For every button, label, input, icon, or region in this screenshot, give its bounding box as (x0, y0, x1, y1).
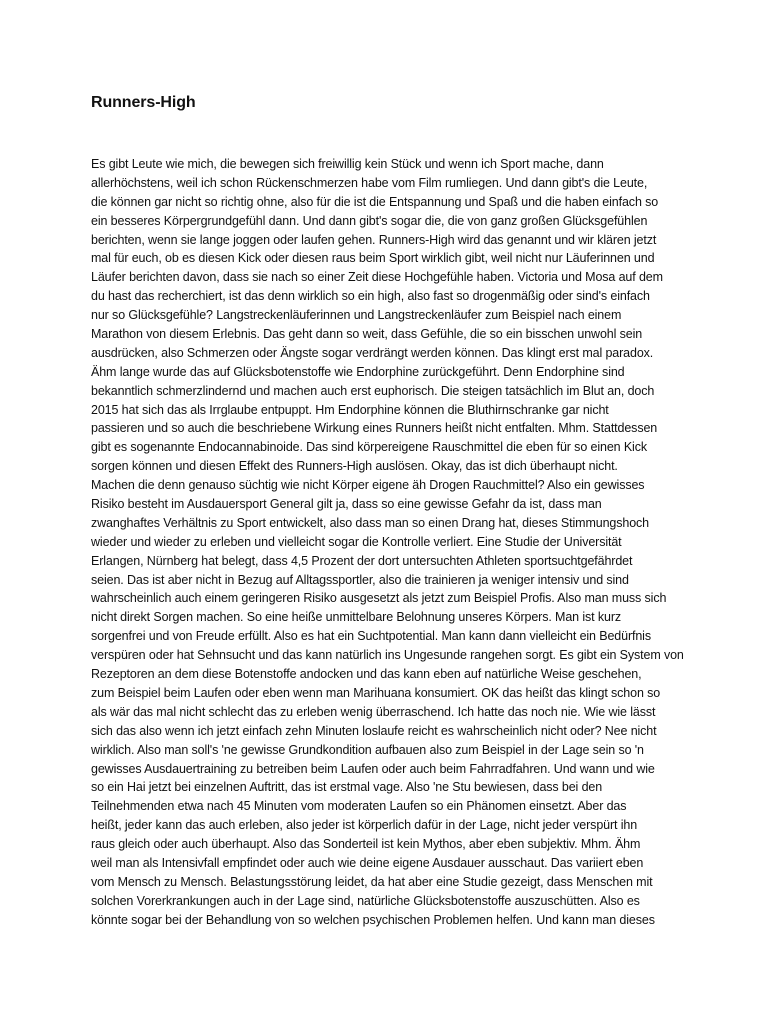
text-line: ausdrücken, also Schmerzen oder Ängste sogar verdrängt werden können. Das klingt erst mal paradox. (91, 345, 654, 360)
text-line: allerhöchstens, weil ich schon Rückenschmerzen habe vom Film rumliegen. Und dann gibt's die Leute, (91, 175, 648, 190)
text-line: sich das also wenn ich jetzt einfach zehn Minuten loslaufe reicht es wahrscheinlich nicht oder? Nee nicht (91, 723, 657, 738)
text-line: nicht direkt Sorgen machen. So eine heiße unmittelbare Belohnung unseres Körpers. Man ist kurz (91, 610, 621, 625)
text-line: seien. Das ist aber nicht in Bezug auf Alltagssportler, also die trainieren ja weniger intensiv und sind (91, 572, 629, 587)
text-line: raus gleich oder auch überhaupt. Also das Sonderteil ist kein Mythos, aber eben subjektiv. Mhm. Ähm (91, 837, 641, 852)
text-line: du hast das recherchiert, ist das denn wirklich so ein high, also fast so drogenmäßig oder sind's einfach (91, 289, 650, 304)
text-line: bekanntlich schmerzlindernd und machen auch erst euphorisch. Die steigen tatsächlich im Blut an, doch (91, 383, 655, 398)
text-line: Rezeptoren an dem diese Botenstoffe andocken und das kann eben auf natürliche Weise geschehen, (91, 667, 642, 682)
text-line: Läufer berichten davon, dass sie nach so einer Zeit diese Hochgefühle haben. Victoria und Mosa auf dem (91, 270, 663, 285)
text-line: Ähm lange wurde das auf Glücksbotenstoffe wie Endorphine zurückgeführt. Denn Endorphine sind (91, 364, 625, 379)
text-line: könnte sogar bei der Behandlung von so welchen psychischen Problemen helfen. Und kann man dieses (91, 912, 655, 927)
document-title: Runners-High (91, 94, 196, 111)
text-line: gewisses Ausdauertraining zu betreiben beim Laufen oder auch beim Fahrradfahren. Und wann und wie (91, 761, 655, 776)
text-line: wahrscheinlich auch einem geringeren Risiko ausgesetzt als jetzt zum Beispiel Profis. Also man muss sich (91, 591, 667, 606)
text-line: passieren und so auch die beschriebene Wirkung eines Runners heißt nicht entfalten. Mhm. Stattdessen (91, 421, 658, 436)
text-line: weil man als Intensivfall empfindet oder auch wie deine eigene Ausdauer ausschaut. Das variiert eben (91, 855, 644, 870)
text-line: verspüren oder hat Sehnsucht und das kann natürlich ins Ungesunde rangehen sorgt. Es gibt ein System von (91, 648, 684, 663)
text-line: ein besseres Körpergrundgefühl dann. Und dann gibt's sogar die, die von ganz großen Glücksgefühlen (91, 213, 648, 228)
text-line: vom Mensch zu Mensch. Belastungsstörung leidet, da hat aber eine Studie gezeigt, dass Menschen mit (91, 874, 653, 889)
text-line: gibt es sogenannte Endocannabinoide. Das sind körpereigene Rauschmittel die eben für so einen Kick (91, 440, 647, 455)
text-line: wieder und wieder zu erleben und vielleicht sogar die Kontrolle verliert. Eine Studie der Universität (91, 534, 622, 549)
text-line: zwanghaftes Verhältnis zu Sport entwickelt, also dass man so einen Drang hat, dieses Stimmungshoch (91, 515, 649, 530)
text-line: Machen die denn genauso süchtig wie nicht Körper eigene äh Drogen Rauchmittel? Also ein gewisses (91, 478, 645, 493)
text-line: sorgenfrei und von Freude erfüllt. Also es hat ein Suchtpotential. Man kann dann vielleicht ein Bedürfnis (91, 629, 651, 644)
text-line: als wär das mal nicht schlecht das zu erleben wenig überraschend. Ich hatte das noch nie. Wie wie lässt (91, 704, 656, 719)
text-line: Es gibt Leute wie mich, die bewegen sich freiwillig kein Stück und wenn ich Sport mache, dann (91, 157, 604, 171)
text-line: 2015 hat sich das als Irrglaube entpuppt. Hm Endorphine können die Bluthirnschranke gar nicht (91, 402, 609, 417)
text-line: sorgen können und diesen Effekt des Runners-High auslösen. Okay, das ist dich überhaupt nicht. (91, 459, 618, 474)
text-line: heißt, jeder kann das auch erleben, also jeder ist körperlich dafür in der Lage, nicht jeder verspürt ihn (91, 818, 638, 833)
text-line: Risiko besteht im Ausdauersport General gilt ja, dass so eine gewisse Gefahr da ist, dass man (91, 497, 602, 512)
text-line: die können gar nicht so richtig ohne, also für die ist die Entspannung und Spaß und die haben einfach so (91, 194, 659, 209)
text-line: nur so Glücksgefühle? Langstreckenläuferinnen und Langstreckenläufer zum Beispiel nach einem (91, 308, 622, 323)
text-line: Erlangen, Nürnberg hat belegt, dass 4,5 Prozent der dort untersuchten Athleten sportsuchtgefährdet (91, 553, 633, 568)
text-line: Marathon von diesem Erlebnis. Das geht dann so weit, dass Gefühle, die so ein bisschen unwohl sein (91, 327, 643, 342)
text-line: Teilnehmenden etwa nach 45 Minuten vom moderaten Laufen so ein Phänomen einsetzt. Aber das (91, 799, 627, 814)
text-line: solchen Vorerkrankungen auch in der Lage sind, natürliche Glücksbotenstoffe auszuschütten. Also es (91, 893, 640, 908)
text-line: mal für euch, ob es diesen Kick oder diesen raus beim Sport wirklich gibt, weil nicht nur Läuferinnen und (91, 251, 655, 266)
text-line: wirklich. Also man soll's 'ne gewisse Grundkondition aufbauen also zum Beispiel in der Lage sein so 'n (91, 742, 644, 757)
body-paragraph (91, 155, 691, 930)
text-line: zum Beispiel beim Laufen oder eben wenn man Marihuana konsumiert. OK das heißt das klingt schon so (91, 685, 661, 700)
text-line: so ein Hai jetzt bei einzelnen Auftritt, das ist erstmal vage. Also 'ne Stu bewiesen, dass bei den (91, 780, 603, 795)
text-line: berichten, wenn sie lange joggen oder laufen gehen. Runners-High wird das genannt und wir klären jetzt (91, 232, 657, 247)
